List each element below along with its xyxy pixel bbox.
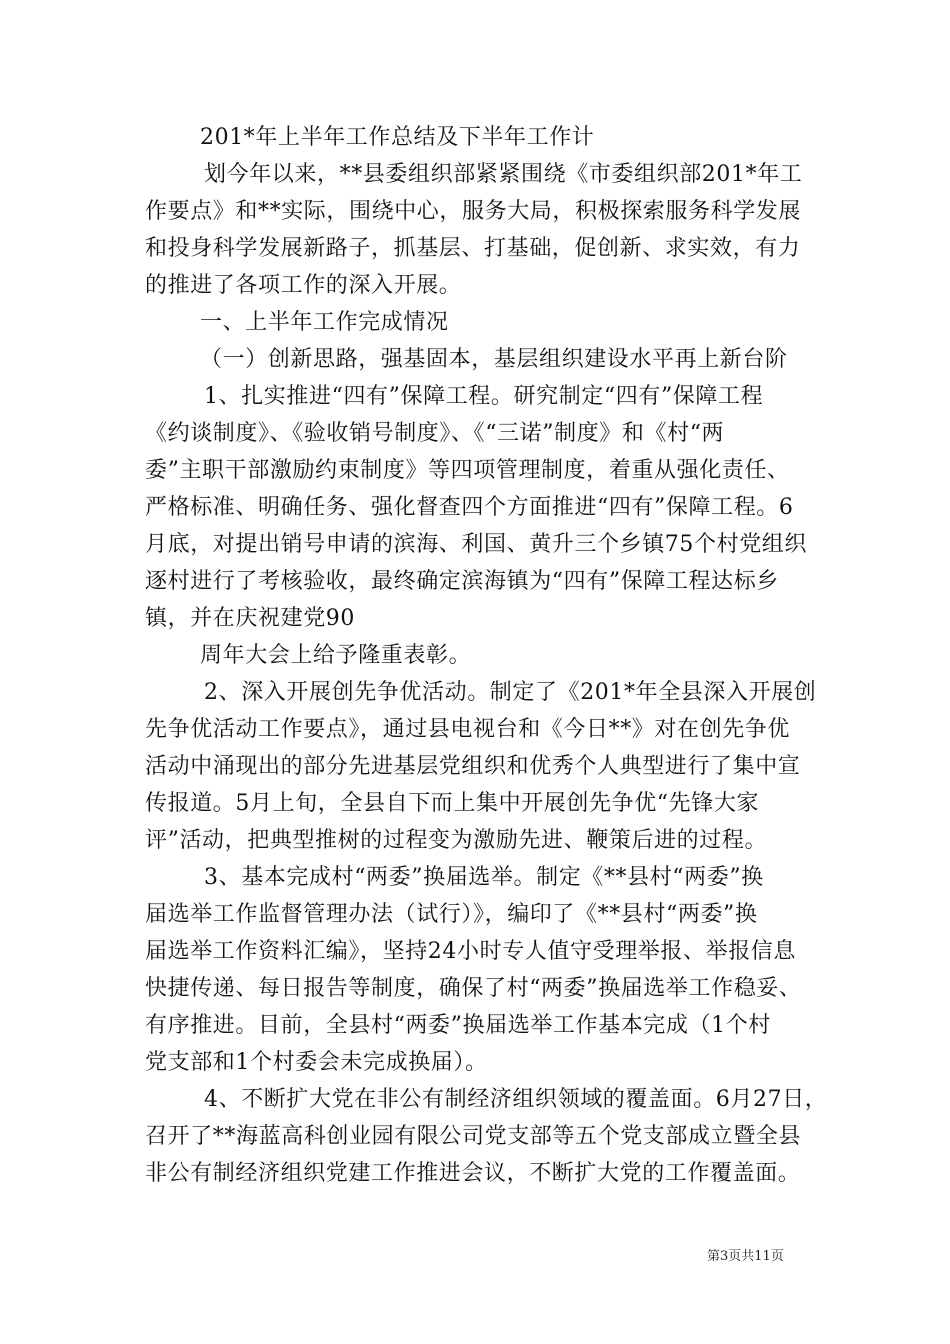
paragraph-line: 党支部和1个村委会未完成换届）。 — [145, 1050, 488, 1075]
paragraph-line: 逐村进行了考核验收，最终确定滨海镇为“四有”保障工程达标乡 — [145, 569, 779, 594]
paragraph-line: 1、扎实推进“四有”保障工程。研究制定“四有”保障工程 — [204, 384, 764, 409]
section-heading: 一、上半年工作完成情况 — [200, 310, 449, 335]
paragraph-line: 4、不断扩大党在非公有制经济组织领域的覆盖面。6月27日， — [204, 1087, 828, 1112]
paragraph-line: 3、基本完成村“两委”换届选举。制定《**县村“两委”换 — [204, 865, 764, 890]
paragraph-line: 《约谈制度》、《验收销号制度》、《“三诺”制度》和《村“两 — [145, 421, 725, 446]
document-title: 201*年上半年工作总结及下半年工作计 — [200, 125, 595, 150]
paragraph-line: 快捷传递、每日报告等制度，确保了村“两委”换届选举工作稳妥、 — [145, 976, 802, 1001]
paragraph-line: 作要点》和**实际，围绕中心，服务大局，积极探索服务科学发展 — [145, 199, 802, 224]
page-number-footer: 第3页共11页 — [707, 1249, 784, 1264]
paragraph-line: 周年大会上给予隆重表彰。 — [200, 643, 472, 668]
paragraph-line: 届选举工作监督管理办法（试行）》，编印了《**县村“两委”换 — [145, 902, 758, 927]
paragraph-line: 镇，并在庆祝建党90 — [145, 606, 355, 631]
paragraph-line: 2、深入开展创先争优活动。制定了《201*年全县深入开展创 — [204, 680, 817, 705]
paragraph-line: 的推进了各项工作的深入开展。 — [145, 273, 462, 298]
paragraph-line: 先争优活动工作要点》，通过县电视台和《今日**》对在创先争优 — [145, 717, 791, 742]
paragraph-line: 活动中涌现出的部分先进基层党组织和优秀个人典型进行了集中宣 — [145, 754, 801, 779]
paragraph-line: 委”主职干部激励约束制度》等四项管理制度，着重从强化责任、 — [145, 458, 790, 483]
paragraph-line: 届选举工作资料汇编》，坚持24小时专人值守受理举报、举报信息 — [145, 939, 796, 964]
paragraph-line: 月底，对提出销号申请的滨海、利国、黄升三个乡镇75个村党组织 — [145, 532, 807, 557]
paragraph-line: 召开了**海蓝高科创业园有限公司党支部等五个党支部成立暨全县 — [145, 1124, 802, 1149]
subsection-heading: （一）创新思路，强基固本，基层组织建设水平再上新台阶 — [200, 347, 788, 372]
paragraph-line: 和投身科学发展新路子，抓基层、打基础，促创新、求实效，有力 — [145, 236, 801, 261]
paragraph-line: 严格标准、明确任务、强化督查四个方面推进“四有”保障工程。6 — [145, 495, 794, 520]
paragraph-line: 有序推进。目前，全县村“两委”换届选举工作基本完成（1个村 — [145, 1013, 771, 1038]
paragraph-line: 评”活动，把典型推树的过程变为激励先进、鞭策后进的过程。 — [145, 828, 768, 853]
paragraph-line: 非公有制经济组织党建工作推进会议，不断扩大党的工作覆盖面。 — [145, 1161, 801, 1186]
paragraph-line: 划今年以来，**县委组织部紧紧围绕《市委组织部201*年工 — [204, 162, 803, 187]
paragraph-line: 传报道。5月上旬，全县自下而上集中开展创先争优“先锋大家 — [145, 791, 760, 816]
